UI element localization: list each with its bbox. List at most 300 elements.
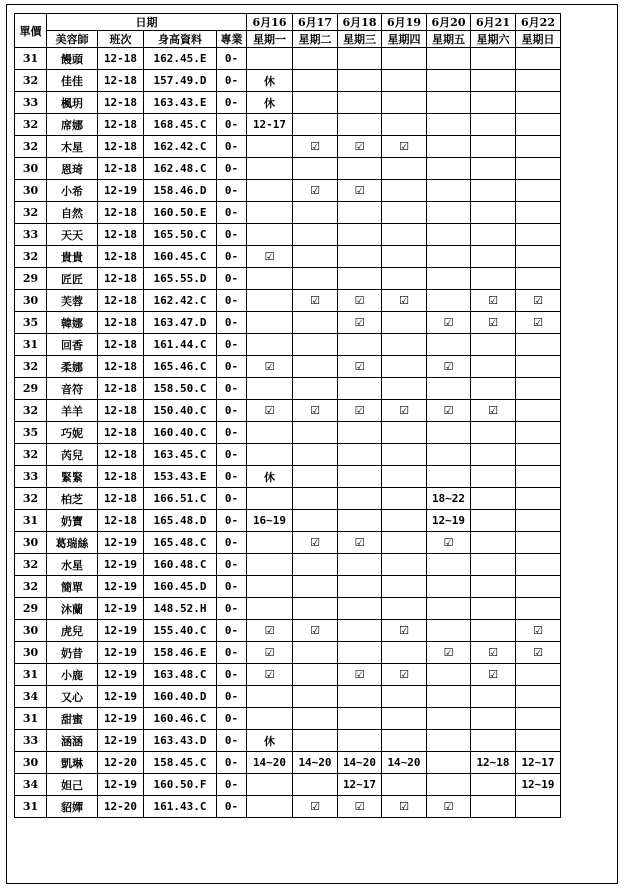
- price-cell: 33: [15, 92, 47, 114]
- spec-cell: 0-: [217, 774, 247, 796]
- shift-cell: 12-18: [98, 400, 144, 422]
- height-cell: 160.45.D: [144, 576, 217, 598]
- price-cell: 32: [15, 136, 47, 158]
- stylist-name-cell: 楓玥: [47, 92, 98, 114]
- check-icon: ☑: [293, 532, 338, 554]
- table-row: [15, 114, 561, 136]
- day-cell: [471, 334, 516, 356]
- day-cell: [516, 422, 561, 444]
- price-cell: 32: [15, 202, 47, 224]
- day-cell: [293, 312, 338, 334]
- day-cell: 14~20: [247, 752, 293, 774]
- weekday-cell-sunday: 星期日: [516, 31, 561, 48]
- day-cell: [382, 598, 427, 620]
- spec-cell: 0-: [217, 708, 247, 730]
- shift-cell: 12-18: [98, 488, 144, 510]
- day-cell: 14~20: [338, 752, 382, 774]
- shift-cell: 12-18: [98, 356, 144, 378]
- day-cell: [247, 180, 293, 202]
- day-cell: [516, 532, 561, 554]
- day-cell: [382, 510, 427, 532]
- height-cell: 160.40.D: [144, 686, 217, 708]
- shift-cell: 12-18: [98, 224, 144, 246]
- check-icon: ☑: [382, 136, 427, 158]
- day-cell: [382, 774, 427, 796]
- shift-cell: 12-18: [98, 312, 144, 334]
- day-cell: [471, 730, 516, 752]
- day-cell: [516, 268, 561, 290]
- day-cell: [427, 92, 471, 114]
- table-row: [15, 312, 561, 334]
- date-cell: 6月20: [427, 14, 471, 31]
- day-cell: [293, 48, 338, 70]
- day-cell: 休: [247, 70, 293, 92]
- day-cell: [247, 554, 293, 576]
- spec-cell: 0-: [217, 224, 247, 246]
- stylist-name-cell: 又心: [47, 686, 98, 708]
- height-cell: 162.48.C: [144, 158, 217, 180]
- day-cell: 12~17: [516, 752, 561, 774]
- day-cell: [427, 664, 471, 686]
- table-row: [15, 510, 561, 532]
- price-cell: 31: [15, 796, 47, 818]
- stylist-name-cell: 席娜: [47, 114, 98, 136]
- day-cell: [338, 620, 382, 642]
- check-icon: ☑: [338, 400, 382, 422]
- table-row: [15, 378, 561, 400]
- day-cell: [338, 642, 382, 664]
- table-row: [15, 444, 561, 466]
- day-cell: [382, 554, 427, 576]
- day-cell: [382, 92, 427, 114]
- day-cell: [338, 202, 382, 224]
- table-row: [15, 422, 561, 444]
- shift-header: 班次: [98, 31, 144, 48]
- check-icon: ☑: [471, 642, 516, 664]
- price-cell: 30: [15, 180, 47, 202]
- spec-cell: 0-: [217, 70, 247, 92]
- day-cell: [471, 246, 516, 268]
- day-cell: [293, 708, 338, 730]
- day-cell: [293, 356, 338, 378]
- day-cell: [471, 158, 516, 180]
- day-cell: [247, 378, 293, 400]
- day-cell: [427, 686, 471, 708]
- header-row-labels: [15, 31, 561, 48]
- day-cell: [247, 576, 293, 598]
- stylist-name-cell: 簡單: [47, 576, 98, 598]
- spec-cell: 0-: [217, 664, 247, 686]
- stylist-name-cell: 小鹿: [47, 664, 98, 686]
- check-icon: ☑: [516, 642, 561, 664]
- price-cell: 31: [15, 664, 47, 686]
- date-cell: 6月21: [471, 14, 516, 31]
- day-cell: [516, 488, 561, 510]
- day-cell: [516, 92, 561, 114]
- table-row: [15, 532, 561, 554]
- day-cell: [427, 48, 471, 70]
- day-cell: [247, 708, 293, 730]
- spec-cell: 0-: [217, 356, 247, 378]
- date-cell: 6月17: [293, 14, 338, 31]
- stylist-name-cell: 奶寶: [47, 510, 98, 532]
- day-cell: [471, 598, 516, 620]
- height-cell: 160.45.C: [144, 246, 217, 268]
- height-header: 身高資料: [144, 31, 217, 48]
- day-cell: [293, 92, 338, 114]
- day-cell: [293, 510, 338, 532]
- table-row: [15, 356, 561, 378]
- day-cell: [293, 686, 338, 708]
- day-cell: [293, 598, 338, 620]
- stylist-name-cell: 葛瑞絲: [47, 532, 98, 554]
- table-row: [15, 488, 561, 510]
- height-cell: 163.48.C: [144, 664, 217, 686]
- day-cell: 12~17: [338, 774, 382, 796]
- day-cell: [338, 444, 382, 466]
- day-cell: [516, 202, 561, 224]
- day-cell: [471, 378, 516, 400]
- shift-cell: 12-18: [98, 378, 144, 400]
- day-cell: [293, 334, 338, 356]
- day-cell: [516, 444, 561, 466]
- day-cell: [293, 466, 338, 488]
- day-cell: [293, 576, 338, 598]
- day-cell: [471, 48, 516, 70]
- price-cell: 33: [15, 466, 47, 488]
- shift-cell: 12-18: [98, 268, 144, 290]
- date-cell: 6月19: [382, 14, 427, 31]
- date-header: 日期: [47, 14, 247, 31]
- day-cell: [471, 774, 516, 796]
- stylist-name-cell: 緊緊: [47, 466, 98, 488]
- height-cell: 160.40.C: [144, 422, 217, 444]
- day-cell: [427, 444, 471, 466]
- day-cell: 休: [247, 92, 293, 114]
- price-cell: 32: [15, 400, 47, 422]
- check-icon: ☑: [338, 796, 382, 818]
- check-icon: ☑: [338, 664, 382, 686]
- shift-cell: 12-18: [98, 334, 144, 356]
- height-cell: 162.45.E: [144, 48, 217, 70]
- shift-cell: 12-18: [98, 70, 144, 92]
- day-cell: [427, 334, 471, 356]
- weekday-cell: 星期五: [427, 31, 471, 48]
- price-cell: 33: [15, 730, 47, 752]
- table-row: [15, 48, 561, 70]
- table-row: [15, 576, 561, 598]
- day-cell: [293, 642, 338, 664]
- check-icon: ☑: [382, 620, 427, 642]
- check-icon: ☑: [382, 664, 427, 686]
- check-icon: ☑: [382, 290, 427, 312]
- weekday-cell: 星期三: [338, 31, 382, 48]
- day-cell: [382, 224, 427, 246]
- day-cell: [247, 422, 293, 444]
- day-cell: [516, 686, 561, 708]
- day-cell: 休: [247, 466, 293, 488]
- check-icon: ☑: [293, 400, 338, 422]
- date-cell: 6月22: [516, 14, 561, 31]
- check-icon: ☑: [247, 356, 293, 378]
- height-cell: 166.51.C: [144, 488, 217, 510]
- day-cell: [516, 576, 561, 598]
- check-icon: ☑: [293, 796, 338, 818]
- day-cell: [471, 576, 516, 598]
- shift-cell: 12-20: [98, 752, 144, 774]
- check-icon: ☑: [516, 290, 561, 312]
- day-cell: [516, 180, 561, 202]
- check-icon: ☑: [338, 532, 382, 554]
- day-cell: [427, 290, 471, 312]
- shift-cell: 12-18: [98, 246, 144, 268]
- day-cell: [471, 70, 516, 92]
- day-cell: [471, 92, 516, 114]
- day-cell: [382, 488, 427, 510]
- price-cell: 32: [15, 356, 47, 378]
- check-icon: ☑: [293, 180, 338, 202]
- day-cell: [471, 444, 516, 466]
- price-cell: 32: [15, 488, 47, 510]
- day-cell: [338, 730, 382, 752]
- day-cell: 12~19: [427, 510, 471, 532]
- check-icon: ☑: [247, 400, 293, 422]
- shift-cell: 12-18: [98, 202, 144, 224]
- day-cell: [247, 598, 293, 620]
- shift-cell: 12-19: [98, 554, 144, 576]
- table-row: [15, 334, 561, 356]
- day-cell: [516, 136, 561, 158]
- day-cell: [293, 730, 338, 752]
- check-icon: ☑: [471, 312, 516, 334]
- height-cell: 158.46.D: [144, 180, 217, 202]
- stylist-name-cell: 佳佳: [47, 70, 98, 92]
- spec-cell: 0-: [217, 378, 247, 400]
- price-cell: 34: [15, 774, 47, 796]
- day-cell: [516, 466, 561, 488]
- stylist-name-cell: 芮兒: [47, 444, 98, 466]
- day-cell: [471, 180, 516, 202]
- height-cell: 168.45.C: [144, 114, 217, 136]
- height-cell: 158.45.C: [144, 752, 217, 774]
- day-cell: [516, 598, 561, 620]
- price-cell: 31: [15, 510, 47, 532]
- day-cell: [382, 334, 427, 356]
- price-cell: 34: [15, 686, 47, 708]
- header-row-dates: [15, 14, 561, 31]
- check-icon: ☑: [427, 532, 471, 554]
- day-cell: [382, 444, 427, 466]
- table-row: [15, 70, 561, 92]
- day-cell: [382, 466, 427, 488]
- spec-cell: 0-: [217, 730, 247, 752]
- spec-cell: 0-: [217, 180, 247, 202]
- price-cell: 31: [15, 334, 47, 356]
- day-cell: [516, 796, 561, 818]
- day-cell: [247, 268, 293, 290]
- price-cell: 30: [15, 642, 47, 664]
- day-cell: [427, 422, 471, 444]
- day-cell: [471, 554, 516, 576]
- height-cell: 158.46.E: [144, 642, 217, 664]
- height-cell: 160.46.C: [144, 708, 217, 730]
- price-cell: 29: [15, 268, 47, 290]
- spec-cell: 0-: [217, 752, 247, 774]
- shift-cell: 12-19: [98, 598, 144, 620]
- day-cell: [247, 312, 293, 334]
- spec-cell: 0-: [217, 92, 247, 114]
- spec-cell: 0-: [217, 334, 247, 356]
- height-cell: 161.44.C: [144, 334, 217, 356]
- price-cell: 30: [15, 532, 47, 554]
- day-cell: [471, 796, 516, 818]
- day-cell: [471, 268, 516, 290]
- price-cell: 31: [15, 708, 47, 730]
- table-row: [15, 246, 561, 268]
- day-cell: [382, 422, 427, 444]
- spec-cell: 0-: [217, 246, 247, 268]
- spec-cell: 0-: [217, 290, 247, 312]
- day-cell: [471, 224, 516, 246]
- stylist-name-cell: 天天: [47, 224, 98, 246]
- spec-cell: 0-: [217, 598, 247, 620]
- shift-cell: 12-18: [98, 158, 144, 180]
- stylist-name-cell: 匠匠: [47, 268, 98, 290]
- day-cell: [516, 334, 561, 356]
- check-icon: ☑: [471, 290, 516, 312]
- spec-cell: 0-: [217, 422, 247, 444]
- day-cell: [516, 510, 561, 532]
- height-cell: 163.45.C: [144, 444, 217, 466]
- height-cell: 153.43.E: [144, 466, 217, 488]
- day-cell: [471, 686, 516, 708]
- day-cell: [338, 510, 382, 532]
- price-cell: 32: [15, 114, 47, 136]
- day-cell: [516, 356, 561, 378]
- table-row: [15, 224, 561, 246]
- day-cell: [471, 488, 516, 510]
- price-cell: 32: [15, 444, 47, 466]
- height-cell: 155.40.C: [144, 620, 217, 642]
- stylist-name-cell: 凱琳: [47, 752, 98, 774]
- spec-cell: 0-: [217, 642, 247, 664]
- day-cell: [338, 92, 382, 114]
- height-cell: 165.48.C: [144, 532, 217, 554]
- stylist-name-cell: 柔娜: [47, 356, 98, 378]
- stylist-header: 美容師: [47, 31, 98, 48]
- day-cell: [338, 576, 382, 598]
- day-cell: [293, 114, 338, 136]
- check-icon: ☑: [471, 664, 516, 686]
- stylist-name-cell: 芙蓉: [47, 290, 98, 312]
- check-icon: ☑: [247, 246, 293, 268]
- day-cell: [427, 752, 471, 774]
- day-cell: [338, 48, 382, 70]
- day-cell: [247, 532, 293, 554]
- stylist-name-cell: 自然: [47, 202, 98, 224]
- day-cell: [338, 686, 382, 708]
- day-cell: [427, 466, 471, 488]
- day-cell: [247, 686, 293, 708]
- day-cell: [293, 378, 338, 400]
- day-cell: [338, 378, 382, 400]
- stylist-name-cell: 貴貴: [47, 246, 98, 268]
- height-cell: 158.50.C: [144, 378, 217, 400]
- check-icon: ☑: [382, 796, 427, 818]
- day-cell: [427, 136, 471, 158]
- day-cell: [247, 136, 293, 158]
- stylist-name-cell: 回香: [47, 334, 98, 356]
- height-cell: 150.40.C: [144, 400, 217, 422]
- shift-cell: 12-19: [98, 620, 144, 642]
- check-icon: ☑: [293, 290, 338, 312]
- day-cell: [516, 378, 561, 400]
- stylist-name-cell: 虎兒: [47, 620, 98, 642]
- price-cell: 30: [15, 158, 47, 180]
- height-cell: 162.42.C: [144, 136, 217, 158]
- price-cell: 30: [15, 752, 47, 774]
- table-row: [15, 180, 561, 202]
- day-cell: [471, 422, 516, 444]
- day-cell: [293, 224, 338, 246]
- day-cell: [516, 70, 561, 92]
- day-cell: [427, 158, 471, 180]
- day-cell: [293, 202, 338, 224]
- weekday-cell: 星期一: [247, 31, 293, 48]
- day-cell: 16~19: [247, 510, 293, 532]
- height-cell: 160.48.C: [144, 554, 217, 576]
- table-row: [15, 466, 561, 488]
- day-cell: [338, 422, 382, 444]
- day-cell: [247, 48, 293, 70]
- day-cell: [338, 158, 382, 180]
- day-cell: [516, 400, 561, 422]
- check-icon: ☑: [471, 400, 516, 422]
- check-icon: ☑: [247, 620, 293, 642]
- price-cell: 32: [15, 246, 47, 268]
- table-row: [15, 400, 561, 422]
- spec-header: 專業: [217, 31, 247, 48]
- day-cell: [382, 356, 427, 378]
- check-icon: ☑: [427, 642, 471, 664]
- spec-cell: 0-: [217, 202, 247, 224]
- table-row: [15, 686, 561, 708]
- spec-cell: 0-: [217, 48, 247, 70]
- stylist-name-cell: 水星: [47, 554, 98, 576]
- day-cell: [516, 158, 561, 180]
- price-cell: 35: [15, 312, 47, 334]
- table-row: [15, 642, 561, 664]
- spec-cell: 0-: [217, 620, 247, 642]
- check-icon: ☑: [516, 312, 561, 334]
- check-icon: ☑: [427, 356, 471, 378]
- shift-cell: 12-19: [98, 576, 144, 598]
- day-cell: [427, 70, 471, 92]
- day-cell: [471, 510, 516, 532]
- day-cell: [247, 774, 293, 796]
- day-cell: [516, 730, 561, 752]
- day-cell: [338, 334, 382, 356]
- day-cell: [382, 48, 427, 70]
- day-cell: [247, 488, 293, 510]
- day-cell: [516, 48, 561, 70]
- shift-cell: 12-18: [98, 466, 144, 488]
- table-row: [15, 554, 561, 576]
- shift-cell: 12-18: [98, 136, 144, 158]
- day-cell: [471, 202, 516, 224]
- shift-cell: 12-19: [98, 642, 144, 664]
- stylist-name-cell: 涵涵: [47, 730, 98, 752]
